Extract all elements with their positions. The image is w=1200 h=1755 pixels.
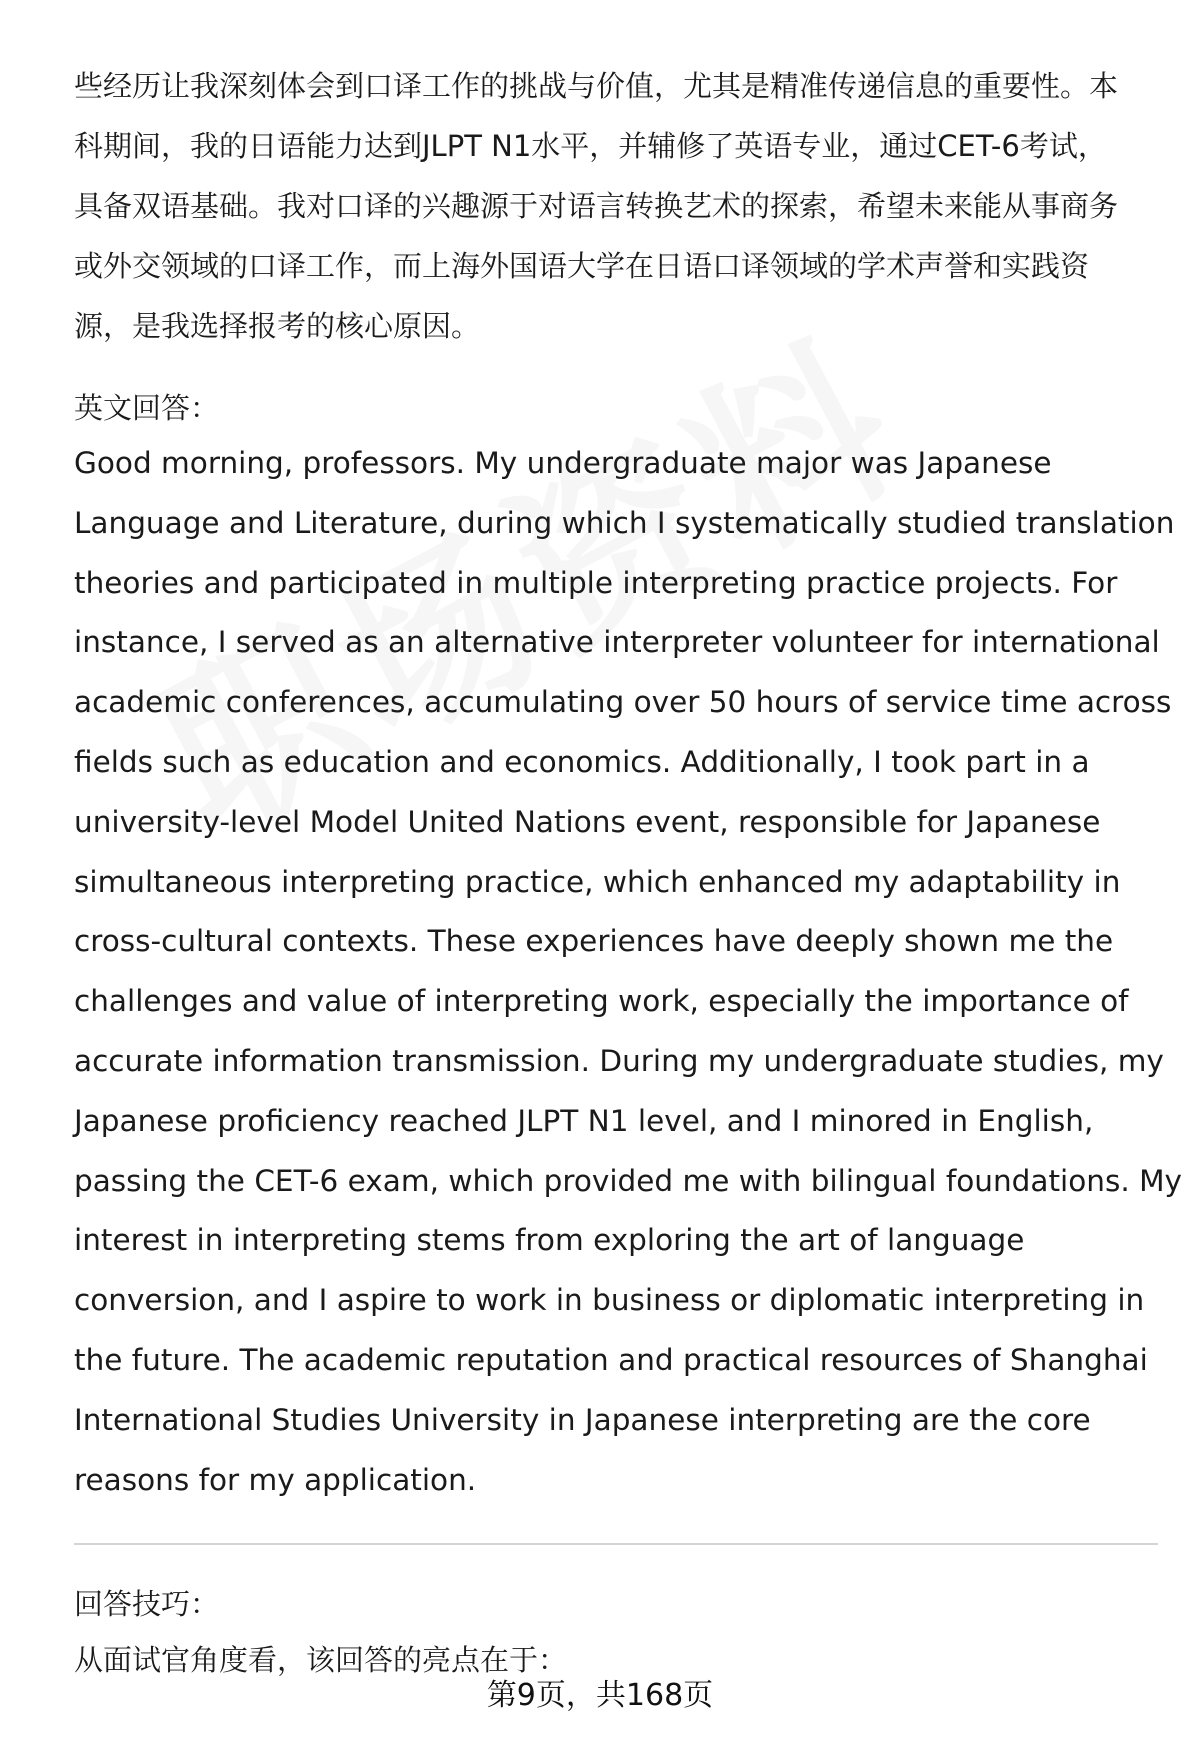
- paragraph-line: simultaneous interpreting practice, which enhanced my adaptability in: [74, 864, 1121, 899]
- paragraph-line: passing the CET-6 exam, which provided me with bilingual foundations. My: [74, 1163, 1183, 1198]
- paragraph-line: Good morning, professors. My undergraduate major was Japanese: [74, 446, 1052, 480]
- paragraph-line: fields such as education and economics. Additionally, I took part in a: [74, 744, 1090, 779]
- paragraph-line: challenges and value of interpreting work, especially the importance of: [74, 984, 1129, 1019]
- paragraph-line: 具备双语基础。我对口译的兴趣源于对语言转换艺术的探索，希望未来能从事商务: [74, 189, 1119, 223]
- paragraph-line: conversion, and I aspire to work in business or diplomatic interpreting in: [74, 1283, 1145, 1318]
- chinese-paragraph: [74, 56, 1154, 356]
- english-answer-heading: 英文回答：: [74, 391, 220, 425]
- paragraph-line: the future. The academic reputation and practical resources of Shanghai: [74, 1342, 1148, 1377]
- paragraph-line: university-level Model United Nations event, responsible for Japanese: [74, 804, 1101, 839]
- paragraph-line: 些经历让我深刻体会到口译工作的挑战与价值，尤其是精准传递信息的重要性。本: [74, 69, 1119, 103]
- answer-tips-heading: 回答技巧：: [74, 1587, 220, 1621]
- english-paragraph: [74, 434, 1183, 1510]
- paragraph-line: cross-cultural contexts. These experiences have deeply shown me the: [74, 924, 1114, 959]
- paragraph-line: 科期间，我的日语能力达到JLPT N1水平，并辅修了英语专业，通过CET-6考试，: [74, 129, 1107, 163]
- answer-tips-intro: 从面试官角度看，该回答的亮点在于：: [74, 1643, 568, 1677]
- paragraph-line: Japanese proficiency reached JLPT N1 level, and I minored in English,: [74, 1103, 1094, 1138]
- paragraph-line: 或外交领域的口译工作，而上海外国语大学在日语口译领域的学术声誉和实践资: [74, 249, 1090, 283]
- section-divider: [74, 1543, 1158, 1545]
- paragraph-line: accurate information transmission. During my undergraduate studies, my: [74, 1043, 1164, 1078]
- paragraph-line: Language and Literature, during which I systematically studied translation: [74, 505, 1175, 540]
- paragraph-line: theories and participated in multiple interpreting practice projects. For: [74, 565, 1118, 600]
- page-number-footer: 第9页，共168页: [486, 1678, 714, 1713]
- paragraph-line: reasons for my application.: [74, 1462, 477, 1497]
- paragraph-line: interest in interpreting stems from exploring the art of language: [74, 1223, 1025, 1258]
- paragraph-line: International Studies University in Japanese interpreting are the core: [74, 1402, 1091, 1437]
- paragraph-line: academic conferences, accumulating over 50 hours of service time across: [74, 685, 1172, 720]
- paragraph-line: 源，是我选择报考的核心原因。: [74, 309, 481, 343]
- paragraph-line: instance, I served as an alternative interpreter volunteer for international: [74, 625, 1160, 660]
